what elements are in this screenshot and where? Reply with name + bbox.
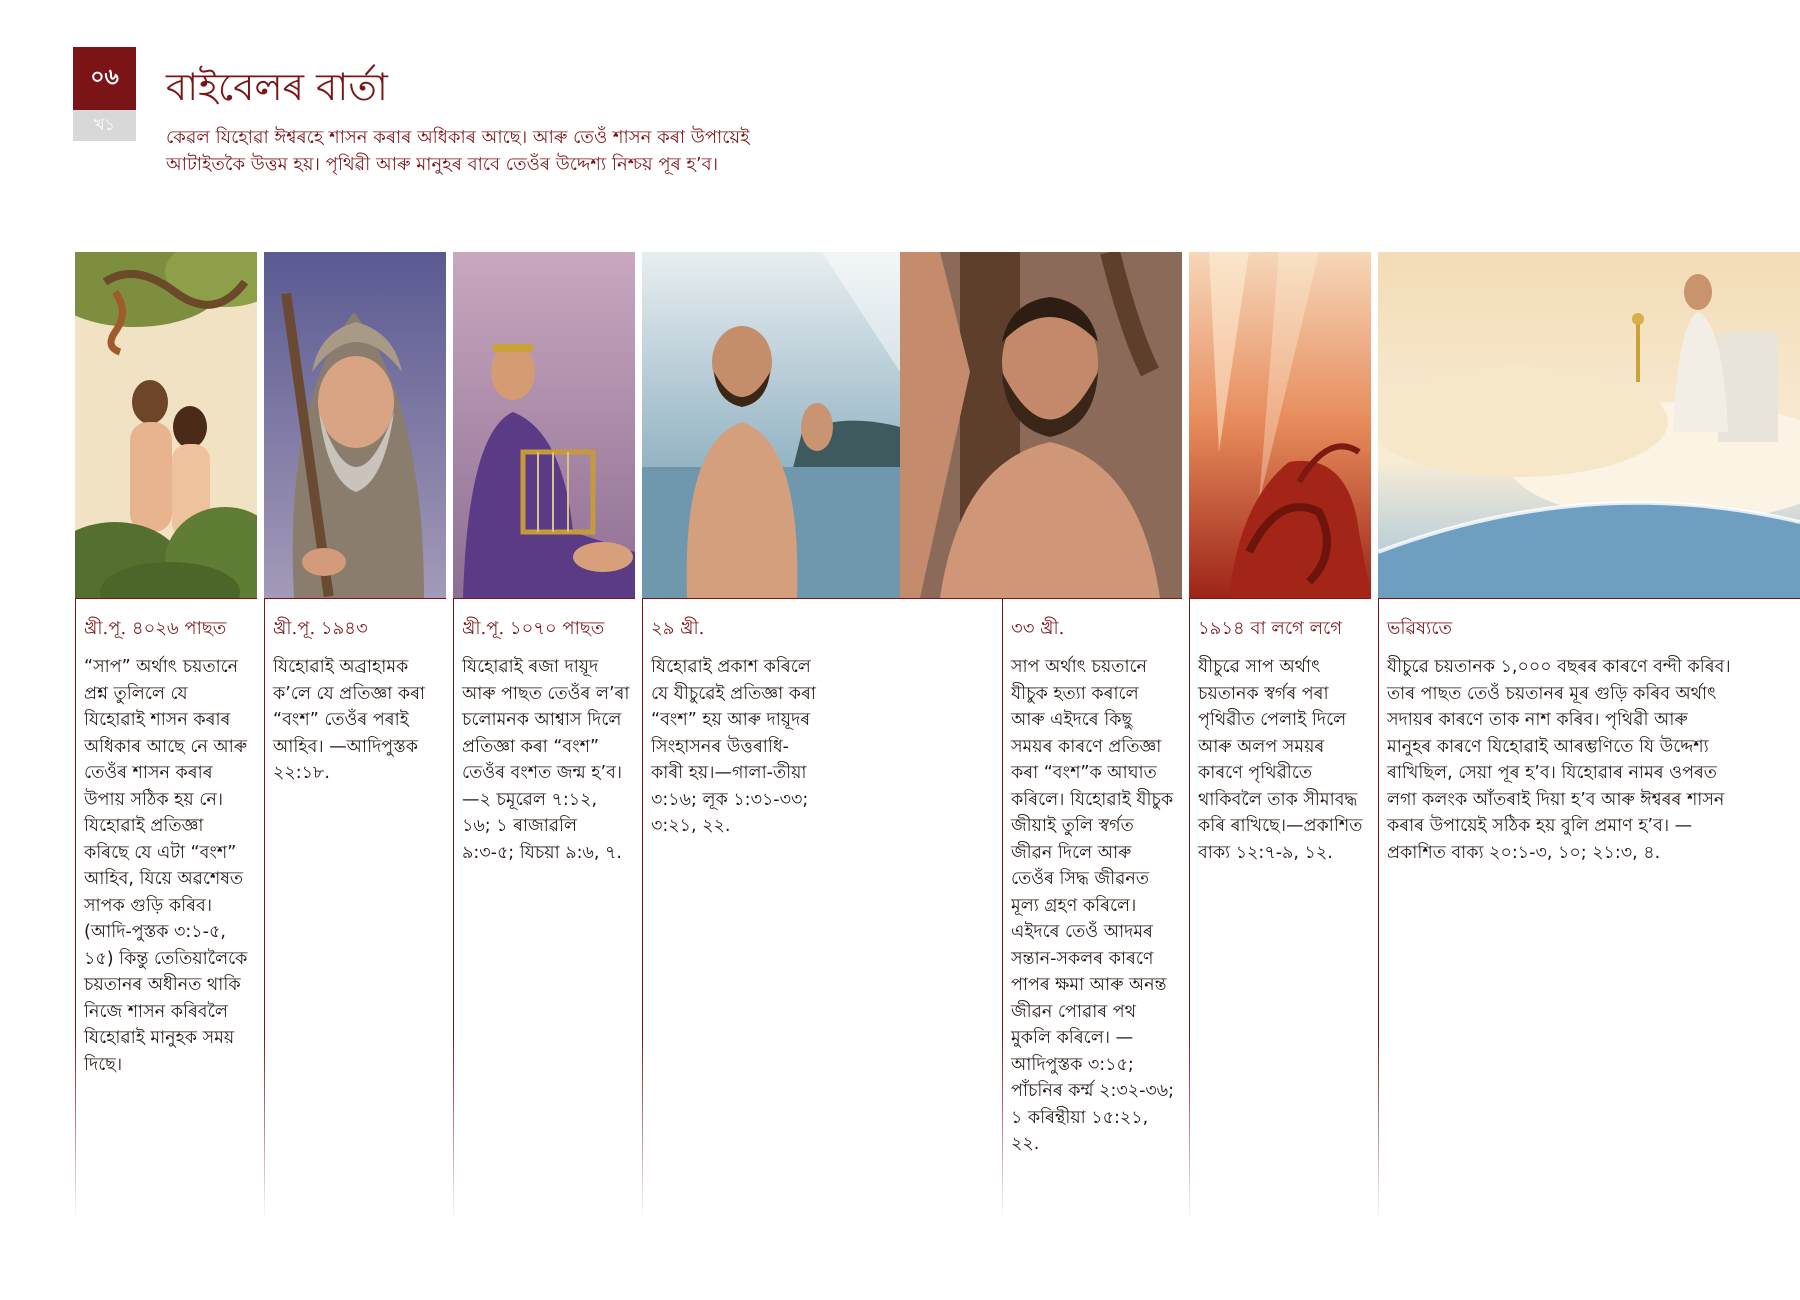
section-sub-badge: [73, 110, 136, 141]
timeline-rule: [75, 598, 76, 1220]
timeline-entry: [1002, 598, 1182, 1220]
page-title: বাইবেলৰ বাৰ্তা: [166, 65, 388, 109]
timeline-rule: [642, 598, 643, 1220]
entry-date: খ্ৰী.পূ. ১৯৪৩: [273, 618, 368, 639]
illustration-baptism: [642, 252, 900, 599]
entry-date: ৩৩ খ্ৰী.: [1011, 618, 1065, 639]
entry-date: খ্ৰী.পূ. ১০৭০ পাছত: [462, 618, 605, 639]
entry-text: যিহোৱাই ৰজা দায়ূদ আৰু পাছত তেওঁৰ ল’ৰা চলোমনক আশ্বাস দিলে প্ৰতিজ্ঞা কৰা “বংশ” তেওঁৰ বংশত জন্ম হ’ব। —২ চমূৱেল ৭:১২, ১৬; ১ ৰাজাৱলি ৯:৩-৫; যিচয়া ৯:৬, ৭.: [462, 657, 630, 863]
entry-text: সাপ অৰ্থাৎ চয়তানে যীচুক হত্যা কৰালে আৰু এইদৰে কিছু সময়ৰ কাৰণে প্ৰতিজ্ঞা কৰা “বংশ”ক আঘাত কৰিলে। যিহোৱাই যীচুক জীয়াই তুলি স্বৰ্গত জীৱন দিলে আৰু তেওঁৰ সিদ্ধ জীৱনত মূল্য গ্ৰহণ কৰিলে। এইদৰে তেওঁ আদমৰ সন্তান-সকলৰ কাৰণে পাপৰ ক্ষমা আৰু অনন্ত জীৱন পোৱাৰ পথ মুকলি কৰিলে। —আদিপুস্তক ৩:১৫; পাঁচনিৰ কৰ্ম্ম ২:৩২-৩৬; ১ কৰিন্থীয়া ১৫:২১, ২২.: [1011, 657, 1175, 1154]
entry-text: যিহোৱাই অব্ৰাহামক ক’লে যে প্ৰতিজ্ঞা কৰা “বংশ” তেওঁৰ পৰাই আহিব। —আদিপুস্তক ২২:১৮.: [273, 657, 426, 783]
intro-text: কেৱল যিহোৱা ঈশ্বৰহে শাসন কৰাৰ অধিকাৰ আছে। আৰু তেওঁ শাসন কৰা উপায়েই আটাইতকৈ উত্তম হয়। পৃথিৱী আৰু মানুহৰ বাবে তেওঁৰ উদ্দেশ্য নিশ্চয় পূৰ হ’ব।: [166, 127, 750, 175]
timeline-entry: [1378, 598, 1800, 1220]
illustration-satan-cast-out: [1189, 252, 1371, 599]
timeline-entry: [642, 598, 824, 1220]
illustration-kingdom: [1378, 252, 1800, 599]
timeline-entry: [264, 598, 446, 1220]
timeline-rule: [1378, 598, 1379, 1220]
timeline: [75, 252, 1800, 1220]
section-sub: খ১: [94, 115, 115, 134]
entry-text: যিহোৱাই প্ৰকাশ কৰিলে যে যীচুৱেই প্ৰতিজ্ঞা কৰা “বংশ” হয় আৰু দায়ূদৰ সিংহাসনৰ উত্তৰাধি-কাৰী হয়।—গালা-তীয়া ৩:১৬; লূক ১:৩১-৩৩; ৩:২১, ২২.: [651, 657, 816, 836]
entry-text: যীচুৱে চয়তানক ১,০০০ বছৰৰ কাৰণে বন্দী কৰিব। তাৰ পাছত তেওঁ চয়তানৰ মূৰ গুড়ি কৰিব অৰ্থাৎ সদায়ৰ কাৰণে তাক নাশ কৰিব। পৃথিৱী আৰু মানুহৰ কাৰণে যিহোৱাই আৰম্ভণিতে যি উদ্দেশ্য ৰাখিছিল, সেয়া পূৰ হ’ব। যিহোৱাৰ নামৰ ওপৰত লগা কলংক আঁতৰাই দিয়া হ’ব আৰু ঈশ্বৰৰ শাসন কৰাৰ উপায়েই সঠিক হয় বুলি প্ৰমাণ হ’ব। —প্ৰকাশিত বাক্য ২০:১-৩, ১০; ২১:৩, ৪.: [1387, 657, 1731, 863]
illustration-crucifixion: [900, 252, 1182, 599]
entry-date: ১৯১৪ বা লগে লগে: [1198, 618, 1343, 639]
entry-date: ভৱিষ্যতে: [1387, 618, 1452, 639]
illustration-eden: [75, 252, 257, 599]
timeline-entry: [75, 598, 257, 1220]
entry-date: ২৯ খ্ৰী.: [651, 618, 705, 639]
timeline-rule: [264, 598, 265, 1220]
timeline-rule: [1189, 598, 1190, 1220]
entry-date: খ্ৰী.পূ. ৪০২৬ পাছত: [84, 618, 227, 639]
timeline-entry: [1189, 598, 1371, 1220]
section-number: ০৬: [90, 65, 119, 90]
entry-text: “সাপ” অৰ্থাৎ চয়তানে প্ৰশ্ন তুলিলে যে যিহোৱাই শাসন কৰাৰ অধিকাৰ আছে নে আৰু তেওঁৰ শাসন কৰাৰ উপায় সঠিক হয় নে। যিহোৱাই প্ৰতিজ্ঞা কৰিছে যে এটা “বংশ” আহিব, যিয়ে অৱশেষত সাপক গুড়ি কৰিব। (আদি-পুস্তক ৩:১-৫, ১৫) কিন্তু তেতিয়ালৈকে চয়তানৰ অধীনত থাকি নিজে শাসন কৰিবলৈ যিহোৱাই মানুহক সময় দিছে।: [84, 657, 248, 1075]
timeline-rule: [1002, 598, 1003, 1220]
illustration-abraham: [264, 252, 446, 599]
entry-text: যীচুৱে সাপ অৰ্থাৎ চয়তানক স্বৰ্গৰ পৰা পৃথিৱীত পেলাই দিলে আৰু অলপ সময়ৰ কাৰণে পৃথিৱীতে থাকিবলৈ তাক সীমাবদ্ধ কৰি ৰাখিছে।—প্ৰকাশিত বাক্য ১২:৭-৯, ১২.: [1198, 657, 1363, 863]
timeline-entry: [453, 598, 635, 1220]
timeline-rule: [453, 598, 454, 1220]
illustration-david: [453, 252, 635, 599]
section-number-badge: [73, 47, 136, 110]
